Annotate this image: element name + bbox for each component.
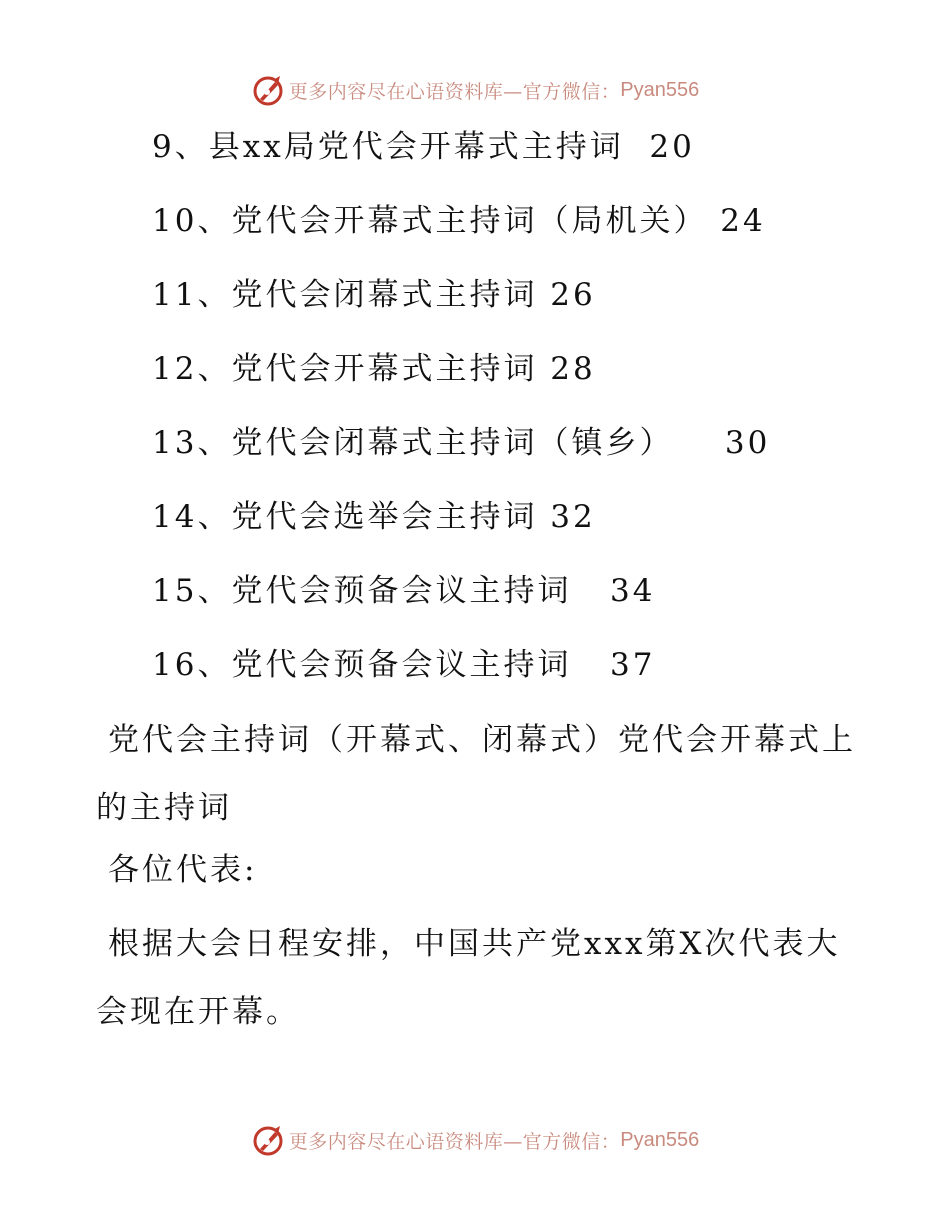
toc-item: 15、党代会预备会议主持词 34 <box>152 573 656 609</box>
watermark-header <box>0 70 950 110</box>
toc-item: 13、党代会闭幕式主持词（镇乡） 30 <box>152 425 771 461</box>
opening-paragraph <box>96 910 866 1046</box>
greeting <box>96 836 866 904</box>
toc-item: 14、党代会选举会主持词 32 <box>152 499 596 535</box>
watermark-text: 更多内容尽在心语资料库—官方微信： <box>288 80 621 103</box>
greeting-text: 各位代表: <box>108 852 258 888</box>
opening-paragraph-text: 根据大会日程安排，中国共产党xxx第X次代表大会现在开幕。 <box>96 926 841 1030</box>
toc-item: 11、党代会闭幕式主持词 26 <box>152 277 596 313</box>
watermark-id: Pyan556 <box>620 78 700 101</box>
quill-seal-icon <box>251 73 285 107</box>
section-heading <box>96 706 866 842</box>
toc-item: 16、党代会预备会议主持词 37 <box>152 647 656 683</box>
toc-list <box>152 120 770 712</box>
quill-seal-icon <box>251 1123 285 1157</box>
toc-item: 9、县xx局党代会开幕式主持词 20 <box>152 129 695 165</box>
toc-item: 12、党代会开幕式主持词 28 <box>152 351 596 387</box>
section-heading-text: 党代会主持词（开幕式、闭幕式）党代会开幕式上的主持词 <box>96 722 856 826</box>
toc-item: 10、党代会开幕式主持词（局机关） 24 <box>152 203 766 239</box>
watermark-footer <box>0 1120 950 1160</box>
watermark-text: 更多内容尽在心语资料库—官方微信： <box>288 1130 621 1153</box>
watermark-id: Pyan556 <box>620 1128 700 1151</box>
